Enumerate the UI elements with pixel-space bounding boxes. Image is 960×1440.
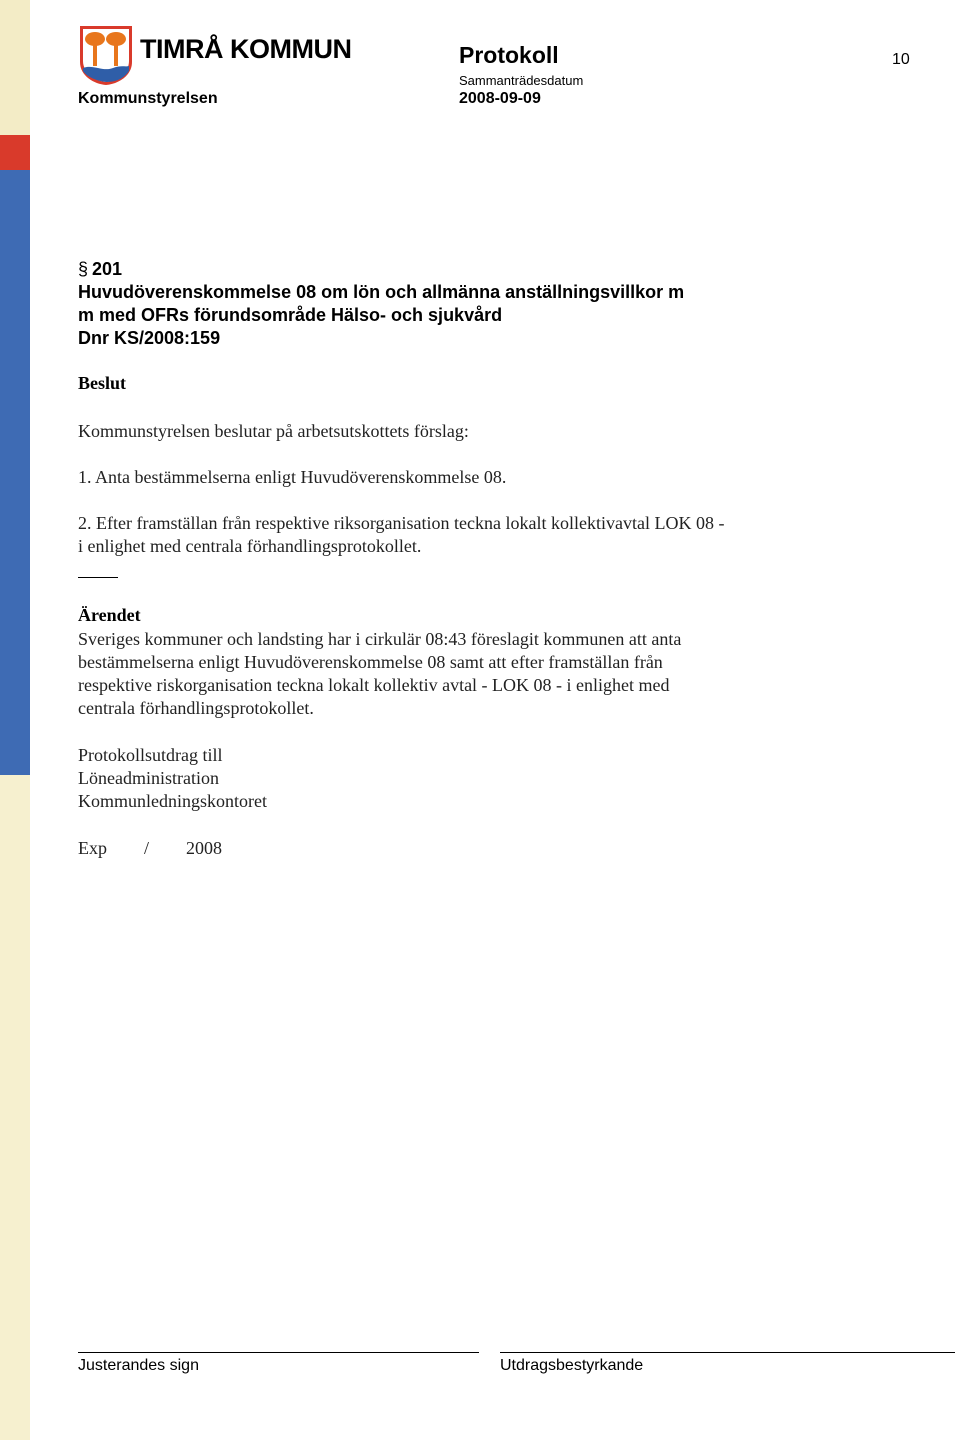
decision-item-2 <box>78 512 798 558</box>
background-line4: centrala förhandlingsprotokollet. <box>78 698 314 718</box>
document-type: Protokoll <box>459 42 559 68</box>
matter-number: 201 <box>92 259 123 279</box>
matter-number-line <box>78 258 778 281</box>
page-number: 10 <box>892 51 910 68</box>
band-blue-segment <box>0 170 30 775</box>
footer-line-right <box>500 1352 955 1353</box>
matter-dnr: Dnr KS/2008:159 <box>78 328 221 348</box>
background-line2: bestämmelserna enligt Huvudöverenskommelse 08 samt att efter framställan från <box>78 652 663 672</box>
decision-item-1: 1. Anta bestämmelserna enligt Huvudöverenskommelse 08. <box>78 467 507 487</box>
left-color-band <box>0 0 30 1440</box>
section-sign: § <box>78 259 89 279</box>
distribution-heading: Protokollsutdrag till <box>78 745 223 765</box>
matter-title-line1: Huvudöverenskommelse 08 om lön och allmänna anställningsvillkor m <box>78 282 685 302</box>
footer-justerandes-sign: Justerandes sign <box>78 1357 199 1374</box>
footer-line-left <box>78 1352 479 1353</box>
matter-heading <box>78 258 778 350</box>
decision-intro: Kommunstyrelsen beslutar på arbetsutskottets förslag: <box>78 421 469 441</box>
exp-label: Exp <box>78 838 107 858</box>
exp-slash: / <box>144 838 150 858</box>
background-line3: respektive riskorganisation teckna lokalt kollektiv avtal - LOK 08 - i enlighet med <box>78 675 670 695</box>
decision-item-2-line2: i enlighet med centrala förhandlingsprotokollet. <box>78 536 422 556</box>
timra-coat-of-arms-icon <box>78 24 134 86</box>
band-red-segment <box>0 135 30 170</box>
matter-title-line2: m med OFRs förundsområde Hälso- och sjukvård <box>78 305 503 325</box>
distribution-recipient-2: Kommunledningskontoret <box>78 791 267 811</box>
expedition-line <box>78 837 798 860</box>
background-text <box>78 628 798 720</box>
band-yellow-segment <box>0 0 30 135</box>
background-heading: Ärendet <box>78 605 141 625</box>
brand-name: TIMRÅ KOMMUN <box>140 34 352 64</box>
decision-item-2-line1: 2. Efter framställan från respektive riksorganisation teckna lokalt kollektivavtal LOK 08 - <box>78 513 725 533</box>
meeting-date: 2008-09-09 <box>459 90 541 107</box>
footer-utdragsbestyrkande: Utdragsbestyrkande <box>500 1357 644 1374</box>
meeting-date-label: Sammanträdesdatum <box>459 73 584 88</box>
distribution-list <box>78 744 798 813</box>
decision-heading: Beslut <box>78 373 127 393</box>
organization-name: Kommunstyrelsen <box>78 90 218 107</box>
background-line1: Sveriges kommuner och landsting har i cirkulär 08:43 föreslagit kommunen att anta <box>78 629 682 649</box>
distribution-recipient-1: Löneadministration <box>78 768 219 788</box>
separator-rule <box>78 577 118 578</box>
exp-year: 2008 <box>186 838 223 858</box>
